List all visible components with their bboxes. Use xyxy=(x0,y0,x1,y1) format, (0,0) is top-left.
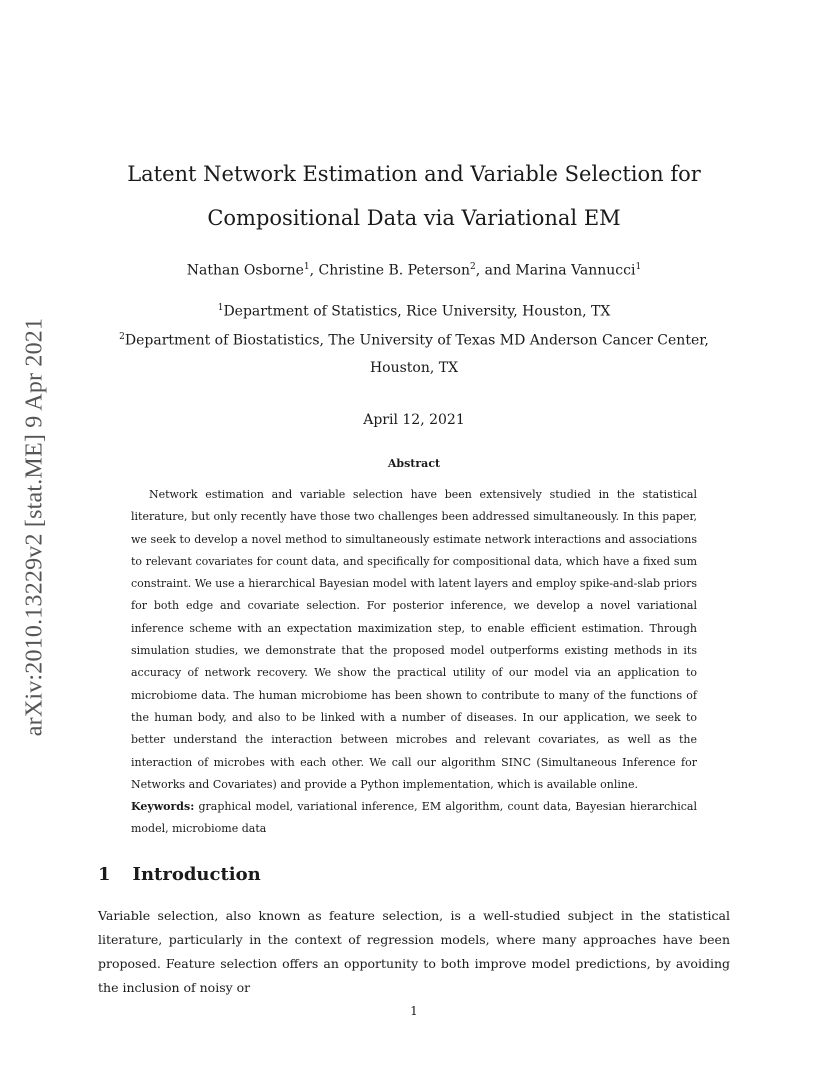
author-2-affil: 2 xyxy=(469,262,476,272)
author-separator: , xyxy=(309,262,319,279)
section-title: Introduction xyxy=(132,864,261,885)
author-1-affil: 1 xyxy=(303,262,310,272)
keywords xyxy=(131,796,697,841)
affiliation-1-text: Department of Statistics, Rice University, Houston, TX xyxy=(223,303,611,320)
section-heading xyxy=(98,864,261,885)
author-3: Marina Vannucci xyxy=(515,262,636,279)
section-paragraph: Variable selection, also known as feature selection, is a well-studied subject in the statistical literature, particularly in the context of regression models, where many approaches have been proposed. Feature selection offers an opportunity to both improve model predictions, by avoiding the inclusion of noisy or xyxy=(98,908,730,995)
paper-date: April 12, 2021 xyxy=(363,412,465,428)
keywords-label: Keywords: xyxy=(131,800,195,814)
section-number: 1 xyxy=(98,864,111,885)
abstract-body xyxy=(131,484,697,841)
affiliation-2-line-2: Houston, TX xyxy=(369,360,459,376)
abstract-heading: Abstract xyxy=(387,457,441,470)
author-separator: , and xyxy=(475,262,516,279)
section-body xyxy=(98,904,730,1000)
keywords-text: graphical model, variational inference, EM algorithm, count data, Bayesian hierarchical model, microbiome data xyxy=(131,800,698,836)
author-2: Christine B. Peterson xyxy=(318,262,470,279)
affiliation-2-text: Department of Biostatistics, The University of Texas MD Anderson Cancer Center, xyxy=(124,332,709,349)
affiliation-2 xyxy=(0,332,828,349)
author-list xyxy=(0,262,828,279)
paper-title-line-1: Latent Network Estimation and Variable Selection for xyxy=(127,162,701,186)
affiliation-2-marker: 2 xyxy=(119,332,125,342)
arxiv-identifier: arXiv:2010.13229v2 [stat.ME] 9 Apr 2021 xyxy=(21,317,48,737)
abstract-text: Network estimation and variable selection have been extensively studied in the statistical literature, but only recently have those two challenges been addressed simultaneously. In this paper, we seek to develop a novel method to simultaneously estimate network interactions and associations to relevant covariates for count data, and specifically for compositional data, which have a fixed sum constraint. We use a hierarchical Bayesian model with latent layers and employ spike-and-slab priors for both edge and covariate selection. For posterior inference, we develop a novel variational inference scheme with an expectation maximization step, to enable efficient estimation. Through simulation studies, we demonstrate that the proposed model outperforms existing methods in its accuracy of network recovery. We show the practical utility of our model via an application to microbiome data. The human microbiome has been shown to contribute to many of the functions of the human body, and also to be linked with a number of diseases. In our application, we seek to better understand the interaction between microbes and relevant covariates, as well as the interaction of microbes with each other. We call our algorithm SINC (Simultaneous Inference for Networks and Covariates) and provide a Python implementation, which is available online. xyxy=(131,488,697,791)
paper-title-line-2: Compositional Data via Variational EM xyxy=(207,206,621,230)
author-1: Nathan Osborne xyxy=(186,262,304,279)
arxiv-stamp xyxy=(18,286,52,768)
page-number: 1 xyxy=(410,1004,418,1018)
affiliation-1-marker: 1 xyxy=(217,303,224,313)
affiliation-1 xyxy=(0,303,828,320)
author-3-affil: 1 xyxy=(635,262,642,272)
